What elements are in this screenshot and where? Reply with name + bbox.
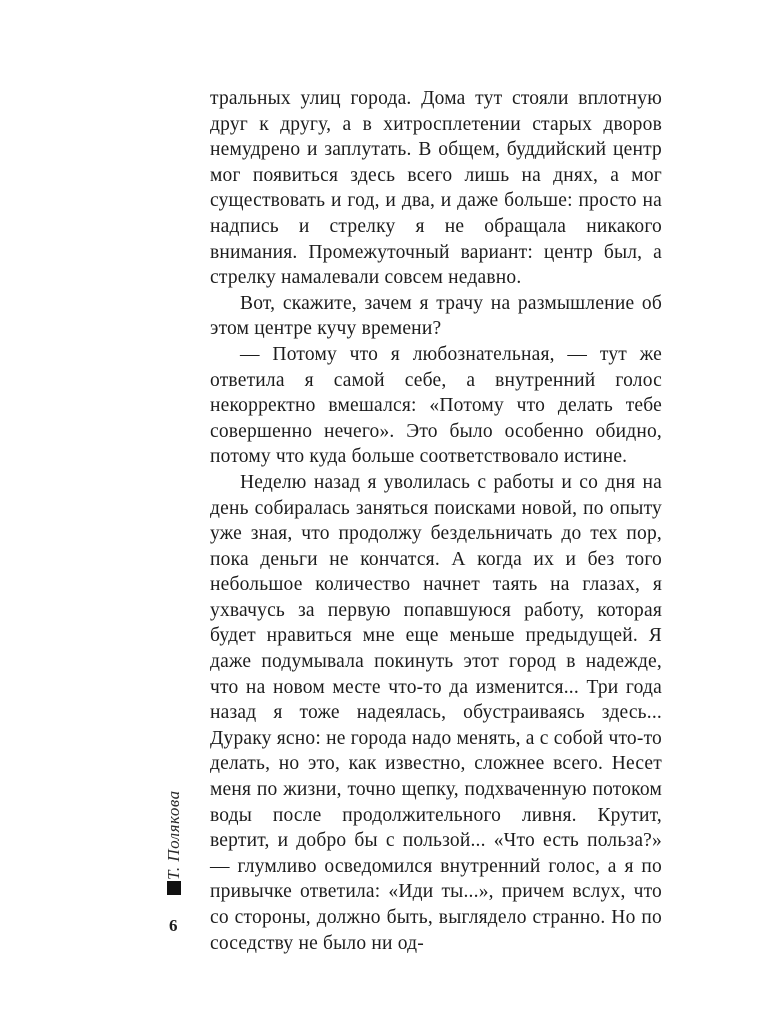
section-marker-square: [167, 881, 181, 895]
page-number: 6: [169, 916, 178, 935]
paragraph: — Потому что я любознательная, — тут же ответила я самой себе, а внутренний голос некорректно вмешался: «Потому что делать тебе совершенно нечего». Это было особенно обидно, потому что куда больше соответствовало истине.: [210, 343, 662, 468]
paragraph: Неделю назад я уволилась с работы и со дня на день собиралась заняться поисками новой, по опыту уже зная, что продолжу бездельничать до тех пор, пока деньги не кончатся. А когда их и без того небольшое количество начнет таять на глазах, я ухвачусь за первую попавшуюся работу, которая будет нравиться мне еще меньше предыдущей. Я даже подумывала покинуть этот город в надежде, что на новом месте что-то да изменится... Три года назад я тоже надеялась, обустраиваясь здесь... Дураку ясно: не города надо менять, а с собой что-то делать, но это, как известно, сложнее всего. Несет меня по жизни, точно щепку, подхваченную потоком воды после продолжительного ливня. Крутит, вертит, и добро бы с пользой... «Что есть польза?» — глумливо осведомился внутренний голос, а я по привычке ответила: «Иди ты...», причем вслух, что со стороны, должно быть, выглядело странно. Но по соседству не было ни од-: [210, 471, 662, 954]
body-text: [210, 86, 662, 956]
paragraph: тральных улиц города. Дома тут стояли вплотную друг к другу, а в хитросплетении старых дворов немудрено и заплутать. В общем, буддийский центр мог появиться здесь всего лишь на днях, а мог существовать и год, и два, и даже больше: просто на надпись и стрелку я не обращала никакого внимания. Промежуточный вариант: центр был, а стрелку намалевали совсем недавно.: [210, 88, 662, 289]
paragraph: Вот, скажите, зачем я трачу на размышление об этом центре кучу времени?: [210, 292, 662, 340]
author-running-title: Т. Полякова: [164, 790, 183, 880]
